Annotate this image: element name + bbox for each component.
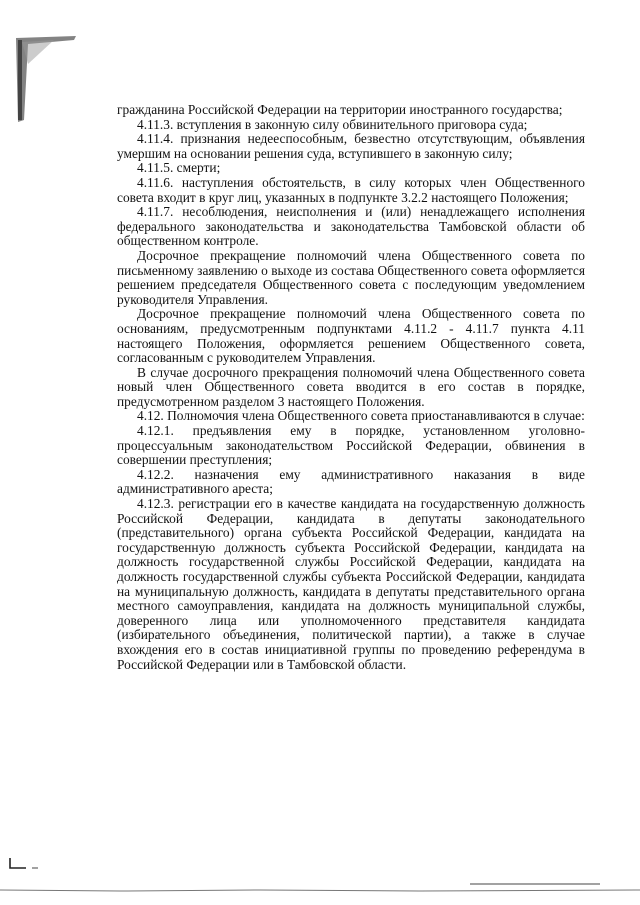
- corner-crop-mark: [8, 858, 48, 870]
- paragraph: 4.12.2. назначения ему административного наказания в виде административного ареста;: [117, 466, 585, 497]
- paragraph: 4.11.5. смерти;: [137, 160, 221, 176]
- paragraph: гражданина Российской Федерации на территории иностранного государства;: [117, 102, 563, 117]
- paragraph: 4.11.7. несоблюдения, неисполнения и (или) ненадлежащего исполнения федерального законодательства и законодательства Тамбовской области об общественном контроле.: [117, 204, 585, 249]
- paragraph: 4.12.1. предъявления ему в порядке, установленном уголовно-процессуальным законодательством Российской Федерации, обвинения в совершении преступления;: [117, 423, 585, 468]
- scan-edge-mark: [14, 34, 78, 124]
- paragraph: В случае досрочного прекращения полномочий члена Общественного совета новый член Общественного совета вводится в его состав в порядке, предусмотренном разделом 3 настоящего Положения.: [117, 364, 585, 409]
- paragraph: 4.11.6. наступления обстоятельств, в силу которых член Общественного совета входит в круг лиц, указанных в подпункте 3.2.2 настоящего Положения;: [117, 174, 585, 205]
- document-body: [117, 103, 585, 672]
- paragraph: 4.11.4. признания недееспособным, безвестно отсутствующим, объявления умершим на основании решения суда, вступившего в законную силу;: [117, 131, 585, 161]
- scan-bottom-edge: [0, 882, 640, 896]
- paragraph: 4.12.3. регистрации его в качестве кандидата на государственную должность Российской Федерации, кандидата в депутаты законодательного (представительного) органа субъекта Российской Федерации, кандидата на государственную должность субъекта Российской Федерации, кандидата на должность государственной службы Российской Федерации, кандидата на должность государственной службы субъекта Российской Федерации, кандидата на муниципальную должность, кандидата в депутаты представительного органа местного самоуправления, кандидата на должность муниципальной службы, доверенного лица или уполномоченного представителя кандидата (избирательного объединения, политической партии), а также в случае вхождения его в состав инициативной группы по проведению референдума в Российской Федерации или в Тамбовской области.: [117, 496, 585, 672]
- paragraph: Досрочное прекращение полномочий члена Общественного совета по основаниям, предусмотренным подпунктами 4.11.2 - 4.11.7 пункта 4.11 настоящего Положения, оформляется решением Общественного совета, согласованным с руководителем Управления.: [117, 306, 585, 366]
- paragraph: 4.12. Полномочия члена Общественного совета приостанавливаются в случае:: [137, 408, 585, 424]
- paragraph: Досрочное прекращение полномочий члена Общественного совета по письменному заявлению о выходе из состава Общественного совета оформляется решением председателя Общественного совета с последующим уведомлением руководителя Управления.: [117, 247, 585, 307]
- paragraph: 4.11.3. вступления в законную силу обвинительного приговора суда;: [137, 116, 528, 132]
